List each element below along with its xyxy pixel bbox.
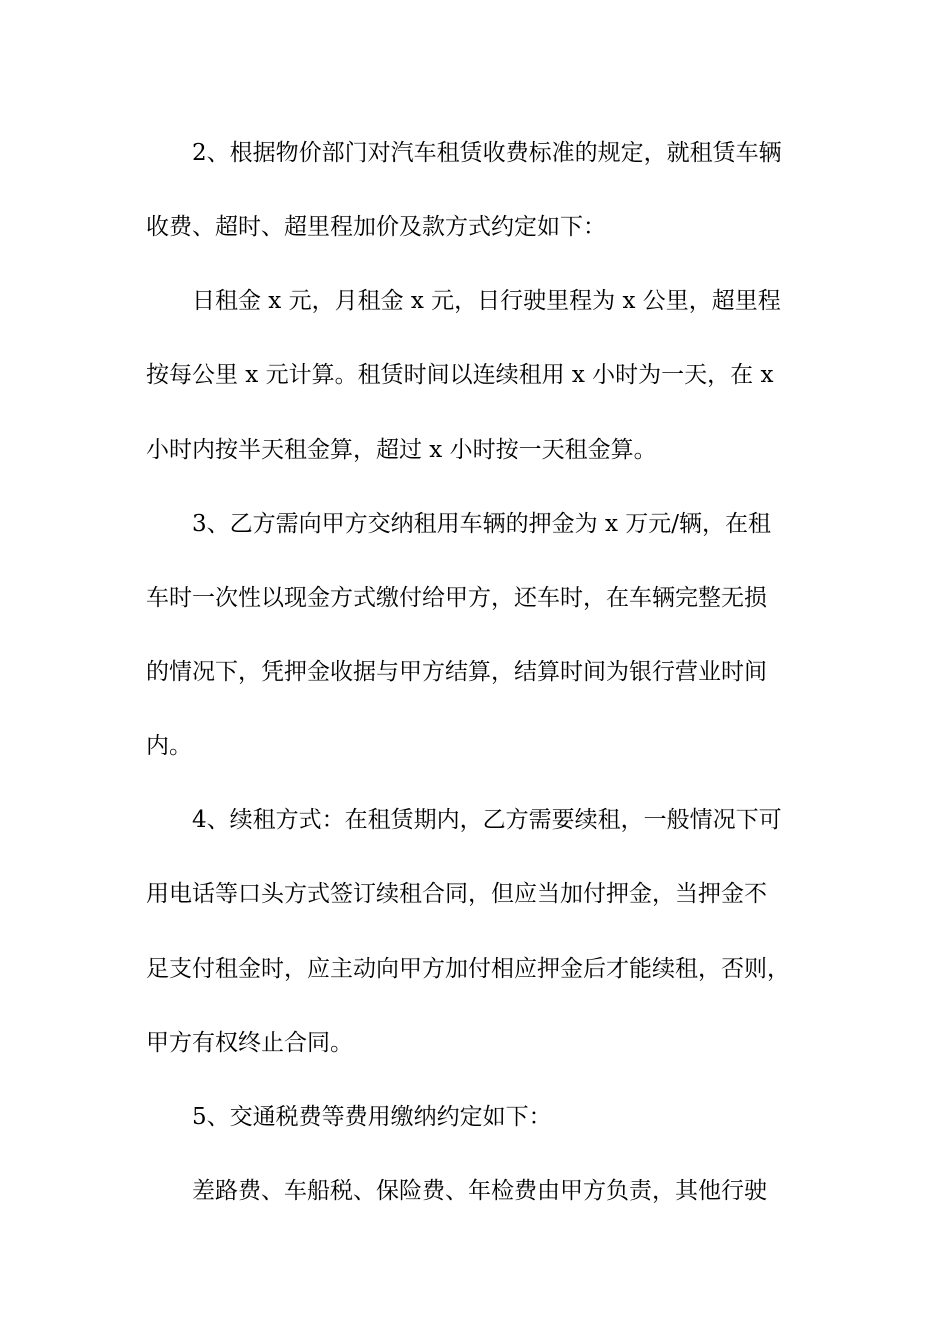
fees-terms-line-1: 差路费、车船税、保险费、年检费由甲方负责，其他行驶 <box>192 1178 767 1204</box>
paragraph-3-line-1: 3、乙方需向甲方交纳租用车辆的押金为 x 万元/辆，在租 <box>192 511 771 537</box>
rent-terms-line-3: 小时内按半天租金算，超过 x 小时按一天租金算。 <box>146 437 657 463</box>
paragraph-5-line-1: 5、交通税费等费用缴纳约定如下： <box>192 1104 552 1130</box>
paragraph-4-line-1: 4、续租方式：在租赁期内，乙方需要续租，一般情况下可 <box>192 807 782 833</box>
paragraph-3-line-3: 的情况下，凭押金收据与甲方结算，结算时间为银行营业时间 <box>146 659 767 685</box>
paragraph-4-line-2: 用电话等口头方式签订续租合同，但应当加付押金，当押金不 <box>146 881 767 907</box>
rent-terms-line-2: 按每公里 x 元计算。租赁时间以连续租用 x 小时为一天，在 x <box>146 362 774 388</box>
paragraph-4-line-3: 足支付租金时，应主动向甲方加付相应押金后才能续租，否则， <box>146 956 790 982</box>
paragraph-2-line-2: 收费、超时、超里程加价及款方式约定如下： <box>146 214 606 240</box>
paragraph-3-line-2: 车时一次性以现金方式缴付给甲方，还车时，在车辆完整无损 <box>146 585 767 611</box>
paragraph-3-line-4: 内。 <box>146 733 192 759</box>
paragraph-2-line-1: 2、根据物价部门对汽车租赁收费标准的规定，就租赁车辆 <box>192 140 782 166</box>
rent-terms-line-1: 日租金 x 元，月租金 x 元，日行驶里程为 x 公里，超里程 <box>192 288 781 314</box>
paragraph-4-line-4: 甲方有权终止合同。 <box>146 1030 353 1056</box>
